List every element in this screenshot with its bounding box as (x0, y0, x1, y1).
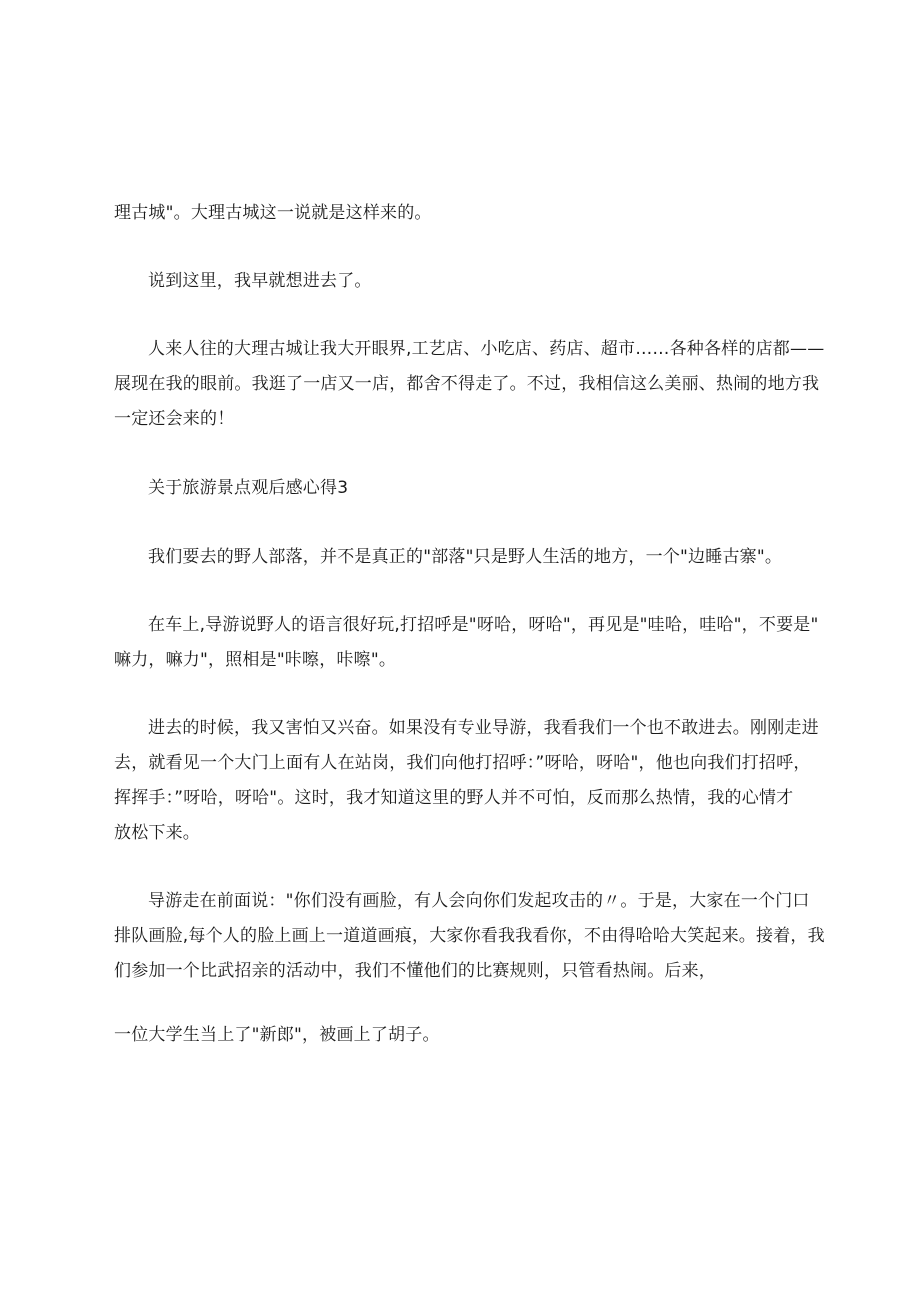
text-line: 我们要去的野人部落，并不是真正的"部落"只是野人生活的地方，一个"边睡古寨"。 (148, 547, 783, 567)
section-heading: 关于旅游景点观后感心得3 (148, 478, 349, 498)
text-line: 排队画脸,每个人的脸上画上一道道画痕，大家你看我我看你，不由得哈哈大笑起来。接着，我 (114, 926, 825, 946)
text-line: 去，就看见一个大门上面有人在站岗，我们向他打招呼：”呀哈，呀哈"，他也向我们打招呼， (114, 753, 811, 773)
text-line: 嘛力，嘛力"，照相是"咔嚓，咔嚓"。 (114, 650, 397, 670)
text-line: 放松下来。 (114, 823, 200, 843)
text-line: 进去的时候，我又害怕又兴奋。如果没有专业导游，我看我们一个也不敢进去。刚刚走进 (148, 718, 819, 738)
text-line: 理古城"。大理古城这一说就是这样来的。 (114, 203, 432, 223)
text-line: 一位大学生当上了"新郎"，被画上了胡子。 (114, 1025, 440, 1045)
text-line: 一定还会来的！ (114, 409, 235, 429)
text-line: 导游走在前面说："你们没有画脸，有人会向你们发起攻击的〃。于是，大家在一个门口 (148, 891, 810, 911)
text-line: 在车上,导游说野人的语言很好玩,打招呼是"呀哈，呀哈"，再见是"哇哈，哇哈"，不要是" (148, 615, 819, 635)
text-line: 们参加一个比武招亲的活动中，我们不懂他们的比赛规则，只管看热闹。后来， (114, 961, 716, 981)
text-line: 人来人往的大理古城让我大开眼界,工艺店、小吃店、药店、超市……各种各样的店都—— (148, 339, 825, 359)
text-line: 挥挥手：”呀哈，呀哈"。这时，我才知道这里的野人并不可怕，反而那么热情，我的心情才 (114, 788, 794, 808)
text-line: 展现在我的眼前。我逛了一店又一店，都舍不得走了。不过，我相信这么美丽、热闹的地方我 (114, 374, 820, 394)
text-line: 说到这里，我早就想进去了。 (148, 271, 372, 291)
